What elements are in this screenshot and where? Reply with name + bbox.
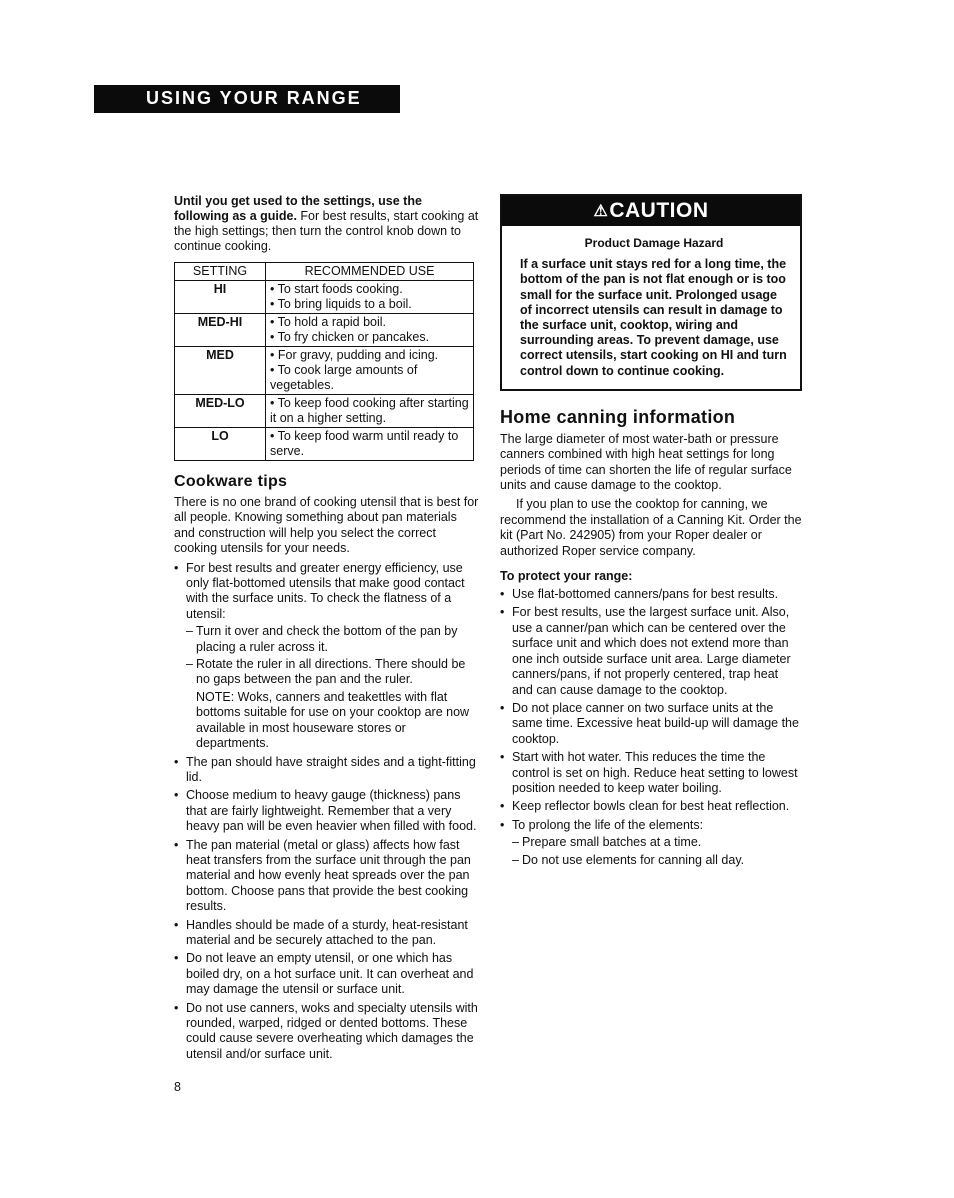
list-item: – Do not use elements for canning all day. — [512, 853, 802, 868]
setting-cell: HI — [175, 281, 266, 314]
list-item: – Prepare small batches at a time. — [512, 835, 802, 850]
list-item: – Rotate the ruler in all directions. There should be no gaps between the pan and the ruler. — [186, 657, 480, 688]
list-item: • For best results and greater energy efficiency, use only flat-bottomed utensils that make good contact with the surface units. To check the flatness of a utensil: – Turn it over and check the bottom of the pan by placing a ruler across it. – Rotate the ruler in all directions. There should be no gaps between the pan and the ruler. NOTE: Woks, canners and teakettles with flat bottoms suitable for use on your cooktop are now available in most houseware stores or departments. — [174, 561, 480, 752]
section-header-bar — [94, 85, 400, 113]
list-item: • Start with hot water. This reduces the time the control is set on high. Reduce heat setting to lowest position needed to keep water boiling. — [500, 750, 802, 796]
use-cell — [266, 395, 474, 428]
use-item: • To fry chicken or pancakes. — [270, 330, 430, 344]
cookware-intro: There is no one brand of cooking utensil that is best for all people. Knowing something about pan materials and construction will help you select the correct cooking utensils for your needs. — [174, 495, 479, 556]
use-cell — [266, 281, 474, 314]
use-cell — [266, 428, 474, 461]
list-item: – Turn it over and check the bottom of the pan by placing a ruler across it. — [186, 624, 480, 655]
note-paragraph: NOTE: Woks, canners and teakettles with flat bottoms suitable for use on your cooktop are now available in most houseware stores or departments. — [196, 689, 470, 751]
protect-range-list — [500, 587, 802, 868]
list-item: • Do not use canners, woks and specialty utensils with rounded, warped, ridged or dented bottoms. These could cause severe overheating which damages the utensil and/or surface unit. — [174, 1001, 480, 1063]
note-label: NOTE: — [196, 689, 235, 704]
home-canning-heading: Home canning information — [500, 406, 736, 427]
use-item: • To hold a rapid boil. — [270, 315, 387, 329]
list-item: • Use flat-bottomed canners/pans for best results. — [500, 587, 802, 602]
caution-title: CAUTION — [609, 199, 709, 222]
list-item: • Choose medium to heavy gauge (thickness) pans that are fairly lightweight. Remember that a very heavy pan will be even heavier when filled with food. — [174, 788, 480, 834]
list-item: • Keep reflector bowls clean for best heat reflection. — [500, 799, 802, 814]
use-cell — [266, 314, 474, 347]
caution-text: If a surface unit stays red for a long time, the bottom of the pan is not flat enough or is too small for the surface unit. Prolonged usage of incorrect utensils can result in damage to the surface unit, cooktop, wiring and surrounding areas. To prevent damage, use correct utensils, start cooking on HI and turn control down to continue cooking. — [520, 257, 787, 378]
table-row — [175, 347, 474, 395]
caution-box — [500, 194, 802, 391]
use-item: • To keep food cooking after starting it on a higher setting. — [270, 396, 469, 425]
warning-triangle-icon: ⚠ — [593, 203, 609, 220]
section-header-title: USING YOUR RANGE — [146, 88, 362, 108]
table-row — [175, 395, 474, 428]
element-life-tips — [512, 835, 802, 868]
settings-table-header-row — [175, 263, 474, 281]
cookware-tips-heading: Cookware tips — [174, 473, 288, 490]
use-item: • To bring liquids to a boil. — [270, 297, 412, 311]
table-row — [175, 314, 474, 347]
intro-text: For best results, start cooking at the high settings; then turn the control knob down to continue cooking. — [174, 209, 479, 253]
list-item: • For best results, use the largest surface unit. Also, use a canner/pan which can be centered over the surface unit and which does not extend more than one inch outside surface unit area. Large diameter canners/pans, if not properly centered, trap heat and can cause damage to the cooktop. — [500, 605, 802, 697]
use-item: • To start foods cooking. — [270, 282, 403, 296]
intro-bold-text: Until you get used to the settings, use the following as a guide. — [174, 194, 422, 223]
flatness-check-steps — [186, 624, 480, 688]
use-item: • To cook large amounts of vegetables. — [270, 363, 418, 392]
recommended-use-column-header: RECOMMENDED USE — [266, 263, 474, 281]
page-number: 8 — [174, 1080, 181, 1094]
table-row — [175, 281, 474, 314]
setting-cell: LO — [175, 428, 266, 461]
intro-paragraph — [174, 194, 480, 254]
list-item: • Do not leave an empty utensil, or one which has boiled dry, on a hot surface unit. It can overheat and may damage the utensil or surface unit. — [174, 951, 480, 997]
use-item: • For gravy, pudding and icing. — [270, 348, 439, 362]
settings-table — [174, 262, 474, 461]
caution-title-bar — [502, 196, 800, 226]
setting-cell: MED-HI — [175, 314, 266, 347]
protect-range-heading: To protect your range: — [500, 569, 633, 584]
left-column — [174, 194, 480, 1065]
setting-column-header: SETTING — [175, 263, 266, 281]
table-row — [175, 428, 474, 461]
list-item: • Handles should be made of a sturdy, heat-resistant material and be securely attached to the pan. — [174, 918, 480, 949]
list-item: • Do not place canner on two surface units at the same time. Excessive heat build-up will damage the cooktop. — [500, 701, 802, 747]
caution-body — [502, 226, 800, 389]
caution-subtitle: Product Damage Hazard — [584, 236, 724, 250]
list-item: • The pan material (metal or glass) affects how fast heat transfers from the surface unit through the pan material and how evenly heat spreads over the pan bottom. Choose pans that provide the best cooking results. — [174, 838, 480, 915]
right-column — [500, 194, 802, 871]
list-item: • The pan should have straight sides and a tight-fitting lid. — [174, 755, 480, 786]
setting-cell: MED — [175, 347, 266, 395]
list-item: • To prolong the life of the elements: – Prepare small batches at a time. – Do not use elements for canning all day. — [500, 818, 802, 868]
cookware-tips-list — [174, 561, 480, 1063]
setting-cell: MED-LO — [175, 395, 266, 428]
use-cell — [266, 347, 474, 395]
use-item: • To keep food warm until ready to serve. — [270, 429, 459, 458]
canning-paragraph-2: If you plan to use the cooktop for canning, we recommend the installation of a Canning Kit. Order the kit (Part No. 242905) from your Roper dealer or authorized Roper service company. — [500, 497, 802, 558]
canning-paragraph-1: The large diameter of most water-bath or pressure canners combined with high heat settings for long periods of time can shorten the life of regular surface units and cause damage to the cooktop. — [500, 431, 792, 493]
